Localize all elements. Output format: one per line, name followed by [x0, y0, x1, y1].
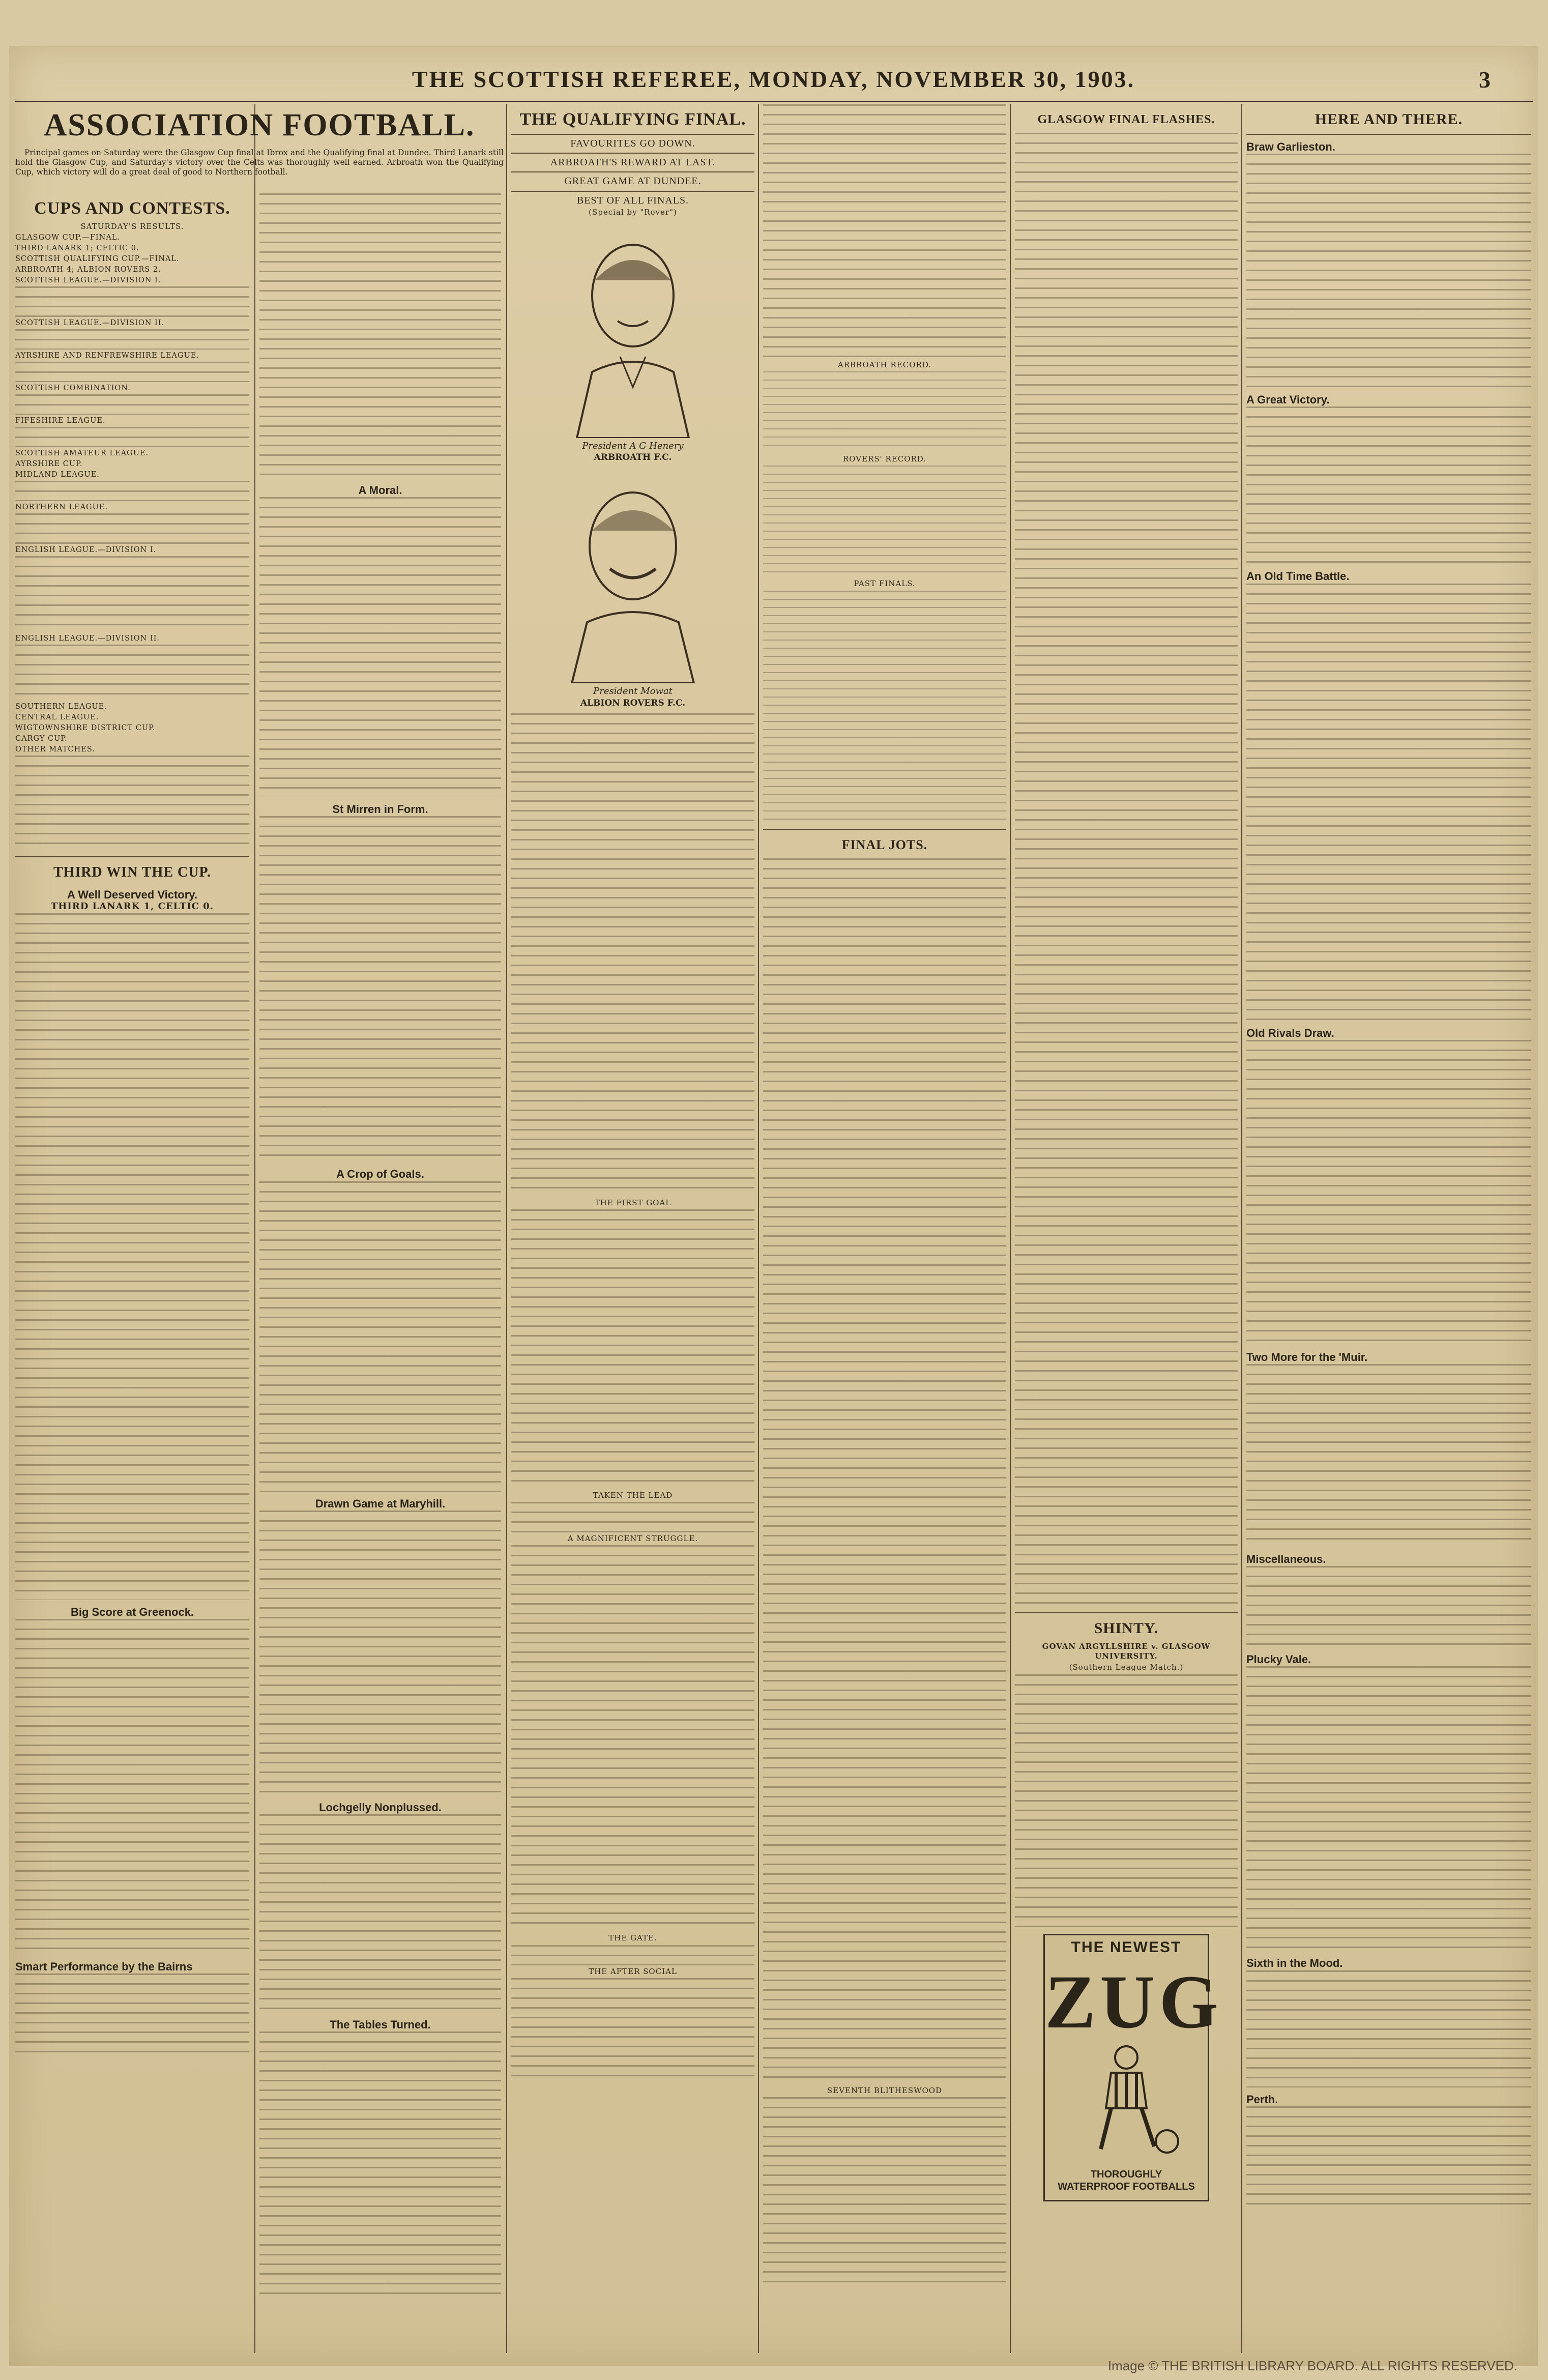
column-6: [1246, 104, 1531, 2353]
divider: [1246, 134, 1531, 135]
text-block: [15, 362, 249, 382]
here-there-item-heading: Miscellaneous.: [1246, 1553, 1326, 1566]
column-3: [511, 104, 754, 2353]
signature-albion-rovers: President Mowat: [593, 686, 673, 697]
text-block: [15, 913, 249, 1600]
ad-brand-text: ZUG: [1045, 1959, 1223, 2044]
well-deserved-subheading: A Well Deserved Victory.: [67, 888, 197, 902]
divider: [511, 171, 754, 172]
result-line: GLASGOW CUP.—FINAL.: [15, 234, 121, 242]
result-line: SCOTTISH AMATEUR LEAGUE.: [15, 449, 149, 458]
result-line: SOUTHERN LEAGUE.: [15, 703, 107, 711]
text-block: [1246, 1970, 1531, 2087]
after-social-heading: THE AFTER SOCIAL: [589, 1966, 677, 1976]
text-block: [259, 1181, 501, 1492]
caption-arbroath: ARBROATH F.C.: [594, 452, 672, 463]
rovers-record-heading: ROVERS' RECORD.: [842, 454, 927, 464]
text-block: [511, 1209, 754, 1489]
portrait-albion-rovers-president: [557, 470, 709, 683]
column-rule: [1010, 104, 1011, 2353]
result-line: AYRSHIRE AND RENFREWSHIRE LEAGUE.: [15, 352, 199, 360]
result-line: CARGY CUP.: [15, 735, 68, 743]
portrait-arbroath-president: [557, 224, 709, 438]
text-block: [259, 1511, 501, 1795]
text-block: [511, 1945, 754, 1965]
here-there-item-heading: A Great Victory.: [1246, 393, 1330, 407]
text-block: [1246, 1666, 1531, 1951]
first-goal-heading: THE FIRST GOAL: [594, 1198, 671, 1207]
here-there-item-heading: Two More for the 'Muir.: [1246, 1350, 1368, 1363]
arbroath-record-heading: ARBROATH RECORD.: [837, 360, 932, 369]
intro-paragraph: Principal games on Saturday were the Glasgow Cup final at Ibrox and the Qualifying final at Dundee. Third Lanark still hold the Glasgow Cup, and Saturday's victory over the Celts was thoroughly well earned. Arbroath won the Qualifying Cup, which victory will do a great deal of good to Northern football.: [15, 148, 504, 177]
headline-association-football: ASSOCIATION FOOTBALL.: [44, 108, 475, 142]
column-5: [1015, 104, 1238, 2353]
text-block: [1246, 154, 1531, 388]
great-game-subheading: GREAT GAME AT DUNDEE.: [564, 176, 702, 187]
shinty-subheading: (Southern League Match.): [1069, 1663, 1184, 1672]
drawn-game-heading: Drawn Game at Maryhill.: [315, 1497, 446, 1510]
text-block: [511, 1545, 754, 1932]
association-headline-block: [15, 104, 504, 196]
glasgow-final-flashes-heading: GLASGOW FINAL FLASHES.: [1037, 113, 1215, 126]
text-block: [15, 1619, 249, 1955]
text-block: [1246, 1040, 1531, 1345]
text-block: [1246, 584, 1531, 1021]
magnificent-struggle-heading: A MAGNIFICENT STRUGGLE.: [567, 1534, 698, 1544]
text-block: [259, 816, 501, 1162]
result-line: OTHER MATCHES.: [15, 745, 95, 754]
ad-bottom-text: THOROUGHLY WATERPROOF FOOTBALLS: [1058, 2168, 1195, 2192]
cups-contests-heading: CUPS AND CONTESTS.: [34, 199, 230, 218]
text-block: [511, 713, 754, 1197]
text-block: [259, 2031, 501, 2296]
text-block: [259, 497, 501, 797]
text-block: [15, 756, 249, 852]
divider: [511, 134, 754, 135]
result-line: WIGTOWNSHIRE DISTRICT CUP.: [15, 724, 156, 733]
text-block: [1246, 1566, 1531, 1647]
divider: [1015, 1612, 1238, 1613]
lochgelly-heading: Lochgelly Nonplussed.: [319, 1801, 442, 1814]
st-mirren-heading: St Mirren in Form.: [332, 803, 428, 816]
caption-albion-rovers: ALBION ROVERS F.C.: [580, 698, 686, 708]
record-table: [763, 371, 1006, 453]
text-block: [511, 1978, 754, 2080]
text-block: [15, 513, 249, 544]
text-block: [15, 645, 249, 701]
column-rule: [254, 104, 255, 2353]
page-number: 3: [1479, 67, 1492, 93]
ad-top-text: THE NEWEST: [1071, 1938, 1182, 1956]
text-block: [511, 1502, 754, 1532]
masthead-title: THE SCOTTISH REFEREE, MONDAY, NOVEMBER 30, 1903.: [412, 66, 1135, 92]
column-2: [259, 193, 501, 2353]
tables-turned-heading: The Tables Turned.: [330, 2018, 431, 2031]
divider: [15, 856, 249, 857]
here-there-item-heading: Perth.: [1246, 2093, 1278, 2106]
gate-heading: THE GATE.: [608, 1933, 657, 1943]
text-block: [15, 394, 249, 415]
divider: [511, 191, 754, 192]
here-there-item-heading: Plucky Vale.: [1246, 1653, 1311, 1666]
big-score-greenock-heading: Big Score at Greenock.: [70, 1605, 194, 1618]
result-line: FIFESHIRE LEAGUE.: [15, 417, 106, 425]
text-block: [15, 427, 249, 447]
column-rule: [1241, 104, 1242, 2353]
past-finals-table: [763, 591, 1006, 825]
crop-of-goals-heading: A Crop of Goals.: [336, 1168, 424, 1181]
result-line: ENGLISH LEAGUE.—DIVISION I.: [15, 546, 157, 555]
masthead: [9, 56, 1538, 102]
text-block: [763, 2097, 1006, 2290]
here-there-item-heading: An Old Time Battle.: [1246, 570, 1350, 583]
zug-football-advertisement: [1043, 1934, 1223, 2201]
here-there-item-heading: Sixth in the Mood.: [1246, 1957, 1343, 1970]
smart-performance-heading: Smart Performance by the Bairns: [15, 1960, 193, 1973]
result-line: MIDLAND LEAGUE.: [15, 471, 100, 479]
taken-lead-heading: TAKEN THE LEAD: [593, 1491, 673, 1500]
text-block: [15, 286, 249, 317]
image-credit: Image © THE BRITISH LIBRARY BOARD. ALL RIGHTS RESERVED.: [1107, 2358, 1517, 2373]
result-line: SCOTTISH QUALIFYING CUP.—FINAL.: [15, 255, 180, 264]
result-line: SCOTTISH LEAGUE.—DIVISION II.: [15, 319, 165, 328]
third-lanark-score: THIRD LANARK 1, CELTIC 0.: [50, 901, 214, 912]
column-1: [15, 193, 249, 2353]
text-block: [763, 104, 1006, 359]
result-line: NORTHERN LEAGUE.: [15, 503, 108, 512]
result-line: ARBROATH 4; ALBION ROVERS 2.: [15, 266, 161, 274]
column-4: [763, 104, 1006, 2353]
text-block: [15, 1973, 249, 2055]
shinty-match-heading: GOVAN ARGYLLSHIRE v. GLASGOW UNIVERSITY.: [1042, 1642, 1211, 1661]
arbroath-reward-subheading: ARBROATH'S REWARD AT LAST.: [550, 157, 716, 168]
seventh-blitheswood-heading: SEVENTH BLITHESWOOD: [827, 2085, 943, 2095]
final-jots-heading: FINAL JOTS.: [841, 837, 928, 852]
byline: (Special by "Rover"): [589, 207, 677, 217]
text-block: [15, 329, 249, 350]
column-rule: [506, 104, 507, 2353]
shinty-heading: SHINTY.: [1094, 1620, 1159, 1637]
footballer-icon: [1065, 2042, 1187, 2154]
here-and-there-heading: HERE AND THERE.: [1315, 111, 1463, 128]
column-rule: [758, 104, 759, 2353]
here-there-item-heading: Braw Garlieston.: [1246, 140, 1335, 153]
past-finals-heading: PAST FINALS.: [854, 579, 916, 589]
text-block: [1015, 1674, 1238, 1929]
text-block: [259, 193, 501, 478]
divider: [763, 829, 1006, 830]
text-block: [1246, 407, 1531, 564]
qualifying-final-heading: THE QUALIFYING FINAL.: [519, 110, 746, 129]
result-line: AYRSHIRE CUP.: [15, 460, 83, 469]
text-block: [1015, 133, 1238, 1608]
result-line: SCOTTISH COMBINATION.: [15, 384, 131, 393]
third-win-heading: THIRD WIN THE CUP.: [53, 864, 211, 881]
signature-arbroath: President A G Henery: [582, 441, 684, 452]
best-finals-subheading: BEST OF ALL FINALS.: [576, 194, 689, 206]
divider: [511, 153, 754, 154]
result-line: SCOTTISH LEAGUE.—DIVISION I.: [15, 276, 161, 285]
a-moral-heading: A Moral.: [358, 484, 402, 497]
text-block: [1246, 2106, 1531, 2208]
saturday-results-heading: SATURDAY'S RESULTS.: [80, 222, 184, 231]
result-line: CENTRAL LEAGUE.: [15, 713, 99, 722]
text-block: [15, 481, 249, 501]
result-line: THIRD LANARK 1; CELTIC 0.: [15, 244, 139, 253]
result-line: ENGLISH LEAGUE.—DIVISION II.: [15, 634, 160, 643]
record-table: [763, 466, 1006, 577]
text-block: [763, 858, 1006, 2084]
text-block: [259, 1814, 501, 2013]
text-block: [15, 556, 249, 632]
favourites-subheading: FAVOURITES GO DOWN.: [570, 138, 695, 149]
masthead-rule: [15, 100, 1533, 102]
text-block: [1246, 1364, 1531, 1547]
here-there-item-heading: Old Rivals Draw.: [1246, 1026, 1334, 1039]
